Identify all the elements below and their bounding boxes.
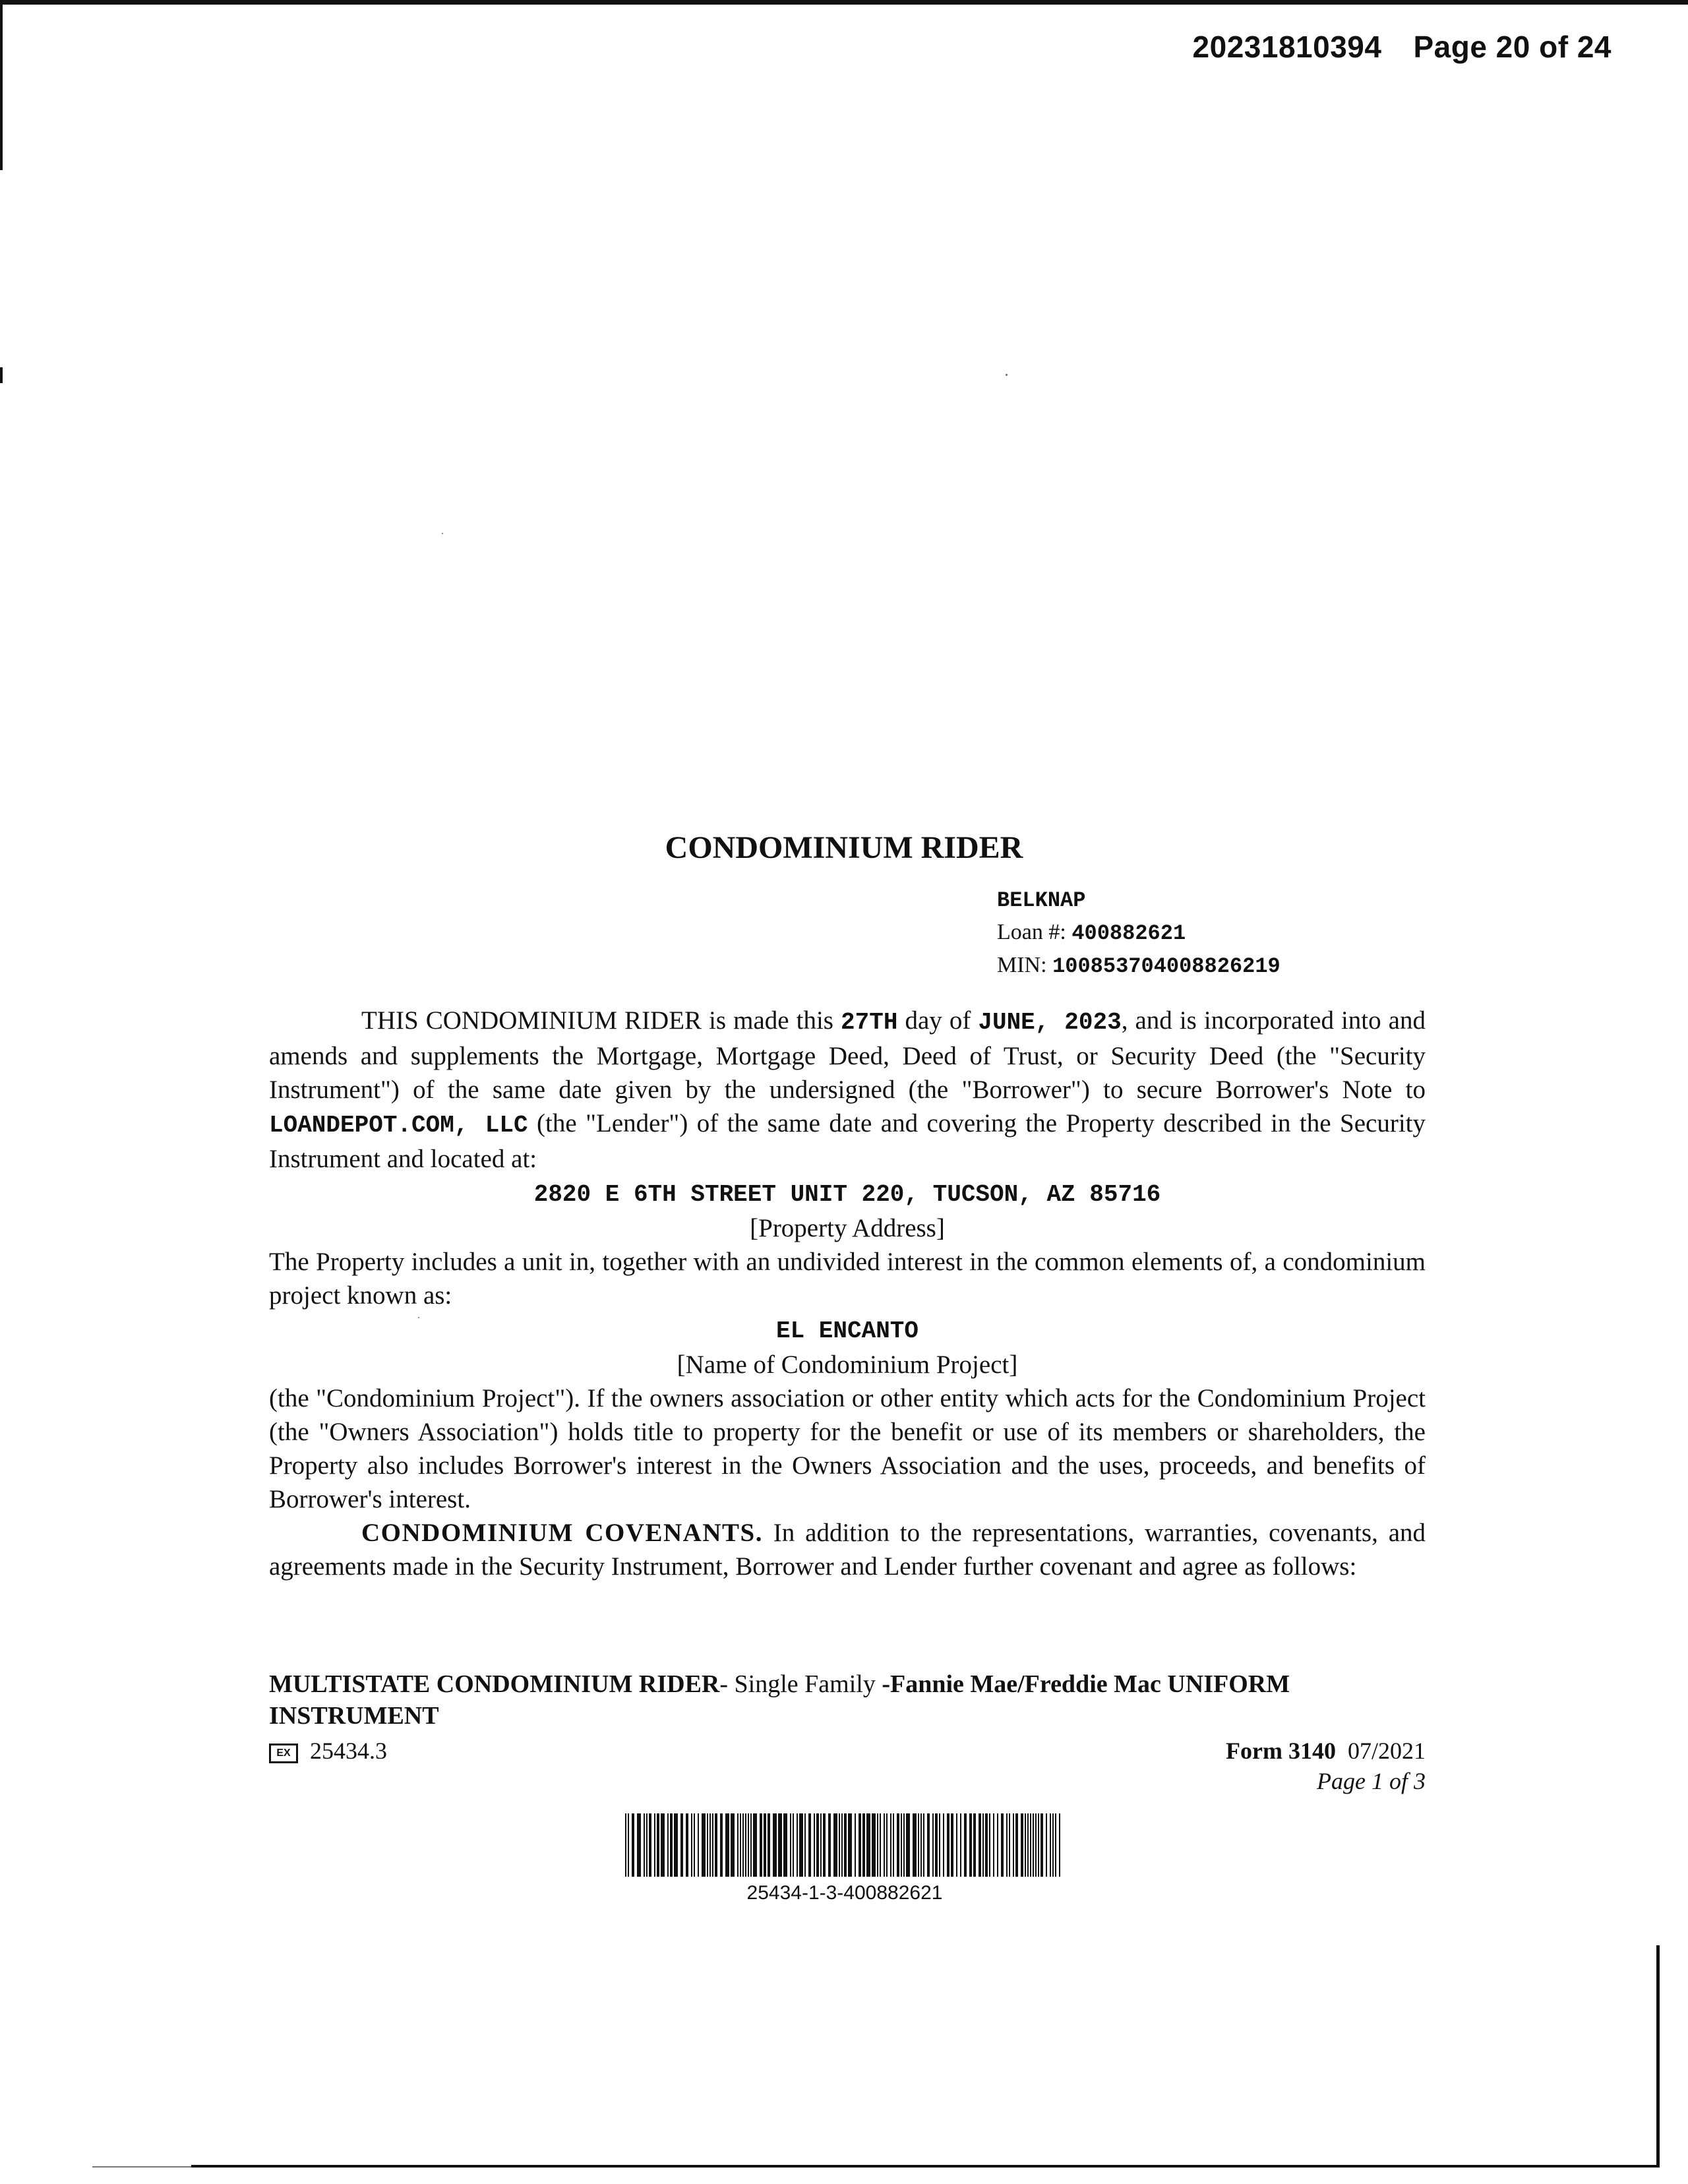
scan-edge-bottom-faint [92, 2166, 191, 2168]
intro-text: THIS CONDOMINIUM RIDER is made this [361, 1006, 841, 1035]
form-date: 07/2021 [1347, 1738, 1426, 1764]
barcode-bar [1055, 1813, 1056, 1877]
scan-edge-top [0, 0, 1688, 5]
barcode-bar [1006, 1813, 1008, 1877]
barcode-bar [833, 1813, 837, 1877]
barcode-bar [951, 1813, 953, 1877]
barcode-bar [745, 1813, 746, 1877]
barcode-bar [993, 1813, 994, 1877]
barcode-bar [715, 1813, 717, 1877]
barcode-bar [839, 1813, 840, 1877]
barcode-bar [712, 1813, 713, 1877]
barcode-bar [884, 1813, 885, 1877]
barcode-bar [1013, 1813, 1014, 1877]
barcode-bar [913, 1813, 917, 1877]
barcode-bar [808, 1813, 811, 1877]
barcode-bar [927, 1813, 930, 1877]
document-number: 20231810394 [1192, 30, 1382, 64]
barcode-bar [799, 1813, 803, 1877]
barcode-bar [1059, 1813, 1060, 1877]
barcode-bar [1001, 1813, 1004, 1877]
barcode-bar [1050, 1813, 1051, 1877]
barcode-bar [1021, 1813, 1023, 1877]
scan-edge-mark [0, 367, 3, 383]
barcode-bar [820, 1813, 822, 1877]
barcode-bar [625, 1813, 626, 1877]
barcode-bar [748, 1813, 749, 1877]
covenants-text: In addition to the representations, warranties, covenants, and agreements made in the Security Instrument, Borrower and Lender further covenant and agree as follows: [269, 1519, 1426, 1581]
barcode-bar [859, 1813, 861, 1877]
barcode-bar [886, 1813, 888, 1877]
barcode-bar [890, 1813, 891, 1877]
barcode-bar [731, 1813, 735, 1877]
barcode [625, 1813, 1064, 1877]
property-address-caption: [Property Address] [750, 1214, 945, 1242]
barcode-bar [797, 1813, 798, 1877]
borrower-name: BELKNAP [997, 888, 1086, 913]
barcode-bar [848, 1813, 852, 1877]
min-label: MIN: [997, 953, 1047, 977]
barcode-bar [872, 1813, 876, 1877]
covenants-heading: CONDOMINIUM COVENANTS. [361, 1519, 763, 1547]
barcode-bar [778, 1813, 782, 1877]
barcode-bar [725, 1813, 729, 1877]
barcode-bar [956, 1813, 957, 1877]
ex-logo-icon: EX [269, 1744, 298, 1763]
barcode-bar [897, 1813, 899, 1877]
barcode-bar [654, 1813, 655, 1877]
min-number: 100853704008826219 [1052, 954, 1281, 979]
page-title: CONDOMINIUM RIDER [665, 830, 1023, 865]
barcode-bar [694, 1813, 695, 1877]
barcode-bar [1009, 1813, 1010, 1877]
barcode-bar [720, 1813, 723, 1877]
rider-month-year: JUNE, 2023 [978, 1009, 1122, 1036]
barcode-bar [793, 1813, 794, 1877]
loan-info [997, 884, 1281, 983]
barcode-bar [862, 1813, 865, 1877]
lender-name: LOANDEPOT.COM, LLC [269, 1112, 528, 1139]
barcode-bar [632, 1813, 634, 1877]
barcode-bar [804, 1813, 806, 1877]
barcode-bar [702, 1813, 706, 1877]
barcode-bar [1030, 1813, 1031, 1877]
intro-text: , and is incorporated into and amends and supplements the Mortgage, Mortgage Deed, Deed of Trust, or Security Deed (the "Security Instrument") of the same date given by the undersigned (the "Borrower") to secure Borrower's Note to [269, 1006, 1426, 1104]
barcode-bar [1038, 1813, 1039, 1877]
form-title-bold2: -Fannie Mae/Freddie Mac UNIFORM INSTRUMENT [269, 1670, 1290, 1730]
barcode-bar [923, 1813, 924, 1877]
paragraph-property: The Property includes a unit in, together with an undivided interest in the common elements of, a condominium project known as: [269, 1248, 1426, 1310]
barcode-bar [880, 1813, 881, 1877]
barcode-bar [979, 1813, 981, 1877]
scan-speck [1006, 374, 1008, 376]
barcode-bar [903, 1813, 905, 1877]
barcode-bar [670, 1813, 673, 1877]
document-body [269, 1004, 1426, 1583]
barcode-bar [1027, 1813, 1029, 1877]
form-label: Form 3140 [1226, 1738, 1336, 1764]
barcode-bar [691, 1813, 692, 1877]
barcode-bar [750, 1813, 752, 1877]
barcode-bar [1033, 1813, 1034, 1877]
barcode-bar [698, 1813, 699, 1877]
barcode-bar [1046, 1813, 1047, 1877]
form-code: 25434.3 [310, 1738, 387, 1764]
barcode-bar [985, 1813, 988, 1877]
form-title [269, 1668, 1426, 1732]
barcode-bar [686, 1813, 688, 1877]
barcode-bar [674, 1813, 678, 1877]
barcode-bar [773, 1813, 777, 1877]
barcode-bar [844, 1813, 847, 1877]
loan-number: 400882621 [1071, 921, 1186, 946]
barcode-bar [740, 1813, 741, 1877]
barcode-bar [764, 1813, 766, 1877]
barcode-bar [1035, 1813, 1037, 1877]
barcode-bar [1025, 1813, 1026, 1877]
barcode-bar [969, 1813, 972, 1877]
property-address: 2820 E 6TH STREET UNIT 220, TUCSON, AZ 85716 [533, 1181, 1161, 1208]
loan-label: Loan #: [997, 920, 1066, 944]
barcode-bar [707, 1813, 708, 1877]
barcode-number: 25434-1-3-400882621 [746, 1882, 943, 1904]
barcode-bar [661, 1813, 665, 1877]
barcode-bar [768, 1813, 770, 1877]
paragraph-owners-association: (the "Condominium Project"). If the owners association or other entity which acts for the Condominium Project (the "Owners Association") holds title to property for the benefit or use of its members or shareholders, the Property also includes Borrower's interest in the Owners Association and the uses, proceeds, and benefits of Borrower's interest. [269, 1384, 1426, 1513]
page-label: Page 20 of 24 [1413, 30, 1612, 64]
barcode-bar [960, 1813, 961, 1877]
page-of: Page 1 of 3 [1317, 1768, 1426, 1794]
barcode-bar [943, 1813, 944, 1877]
barcode-bar [628, 1813, 629, 1877]
barcode-bar [737, 1813, 738, 1877]
barcode-bar [742, 1813, 744, 1877]
intro-text: day of [897, 1006, 979, 1035]
barcode-bar [939, 1813, 940, 1877]
barcode-bar [935, 1813, 938, 1877]
barcode-bar [906, 1813, 910, 1877]
barcode-bar [823, 1813, 826, 1877]
barcode-bar [918, 1813, 919, 1877]
barcode-bar [790, 1813, 791, 1877]
scan-edge-right [1656, 1945, 1660, 2166]
barcode-bar [982, 1813, 984, 1877]
barcode-bar [932, 1813, 934, 1877]
rider-day: 27TH [841, 1009, 898, 1036]
barcode-bar [644, 1813, 645, 1877]
barcode-bar [814, 1813, 815, 1877]
form-title-normal: - Single Family [719, 1670, 882, 1698]
barcode-bar [855, 1813, 856, 1877]
barcode-bar [680, 1813, 683, 1877]
scan-edge-left [0, 0, 3, 170]
barcode-bar [997, 1813, 998, 1877]
barcode-bar [964, 1813, 967, 1877]
barcode-bar [973, 1813, 976, 1877]
project-name-caption: [Name of Condominium Project] [677, 1350, 1018, 1379]
barcode-bar [646, 1813, 648, 1877]
barcode-bar [657, 1813, 659, 1877]
form-title-bold: MULTISTATE CONDOMINIUM RIDER [269, 1670, 720, 1698]
barcode-bar [753, 1813, 757, 1877]
barcode-bar [1052, 1813, 1054, 1877]
recording-stamp [1193, 29, 1612, 65]
scan-edge-bottom [191, 2165, 1660, 2168]
barcode-bar [866, 1813, 870, 1877]
barcode-bar [1015, 1813, 1018, 1877]
barcode-bar [667, 1813, 669, 1877]
paragraph-covenants [269, 1516, 1426, 1583]
barcode-bar [828, 1813, 831, 1877]
barcode-bar [841, 1813, 843, 1877]
barcode-bar [709, 1813, 711, 1877]
barcode-bar [649, 1813, 651, 1877]
intro-text: (the "Lender") of the same date and covering the Property described in the Security Instrument and located at: [269, 1109, 1426, 1173]
barcode-bar [760, 1813, 762, 1877]
paragraph-intro [269, 1004, 1426, 1176]
barcode-bar [901, 1813, 902, 1877]
project-name: EL ENCANTO [775, 1318, 919, 1345]
barcode-bar [920, 1813, 922, 1877]
barcode-bar [893, 1813, 894, 1877]
scan-speck [442, 533, 443, 534]
barcode-bar [877, 1813, 878, 1877]
barcode-bar [989, 1813, 990, 1877]
barcode-bar [816, 1813, 819, 1877]
barcode-bar [947, 1813, 950, 1877]
barcode-bar [637, 1813, 641, 1877]
barcode-bar [783, 1813, 787, 1877]
barcode-bar [1040, 1813, 1043, 1877]
